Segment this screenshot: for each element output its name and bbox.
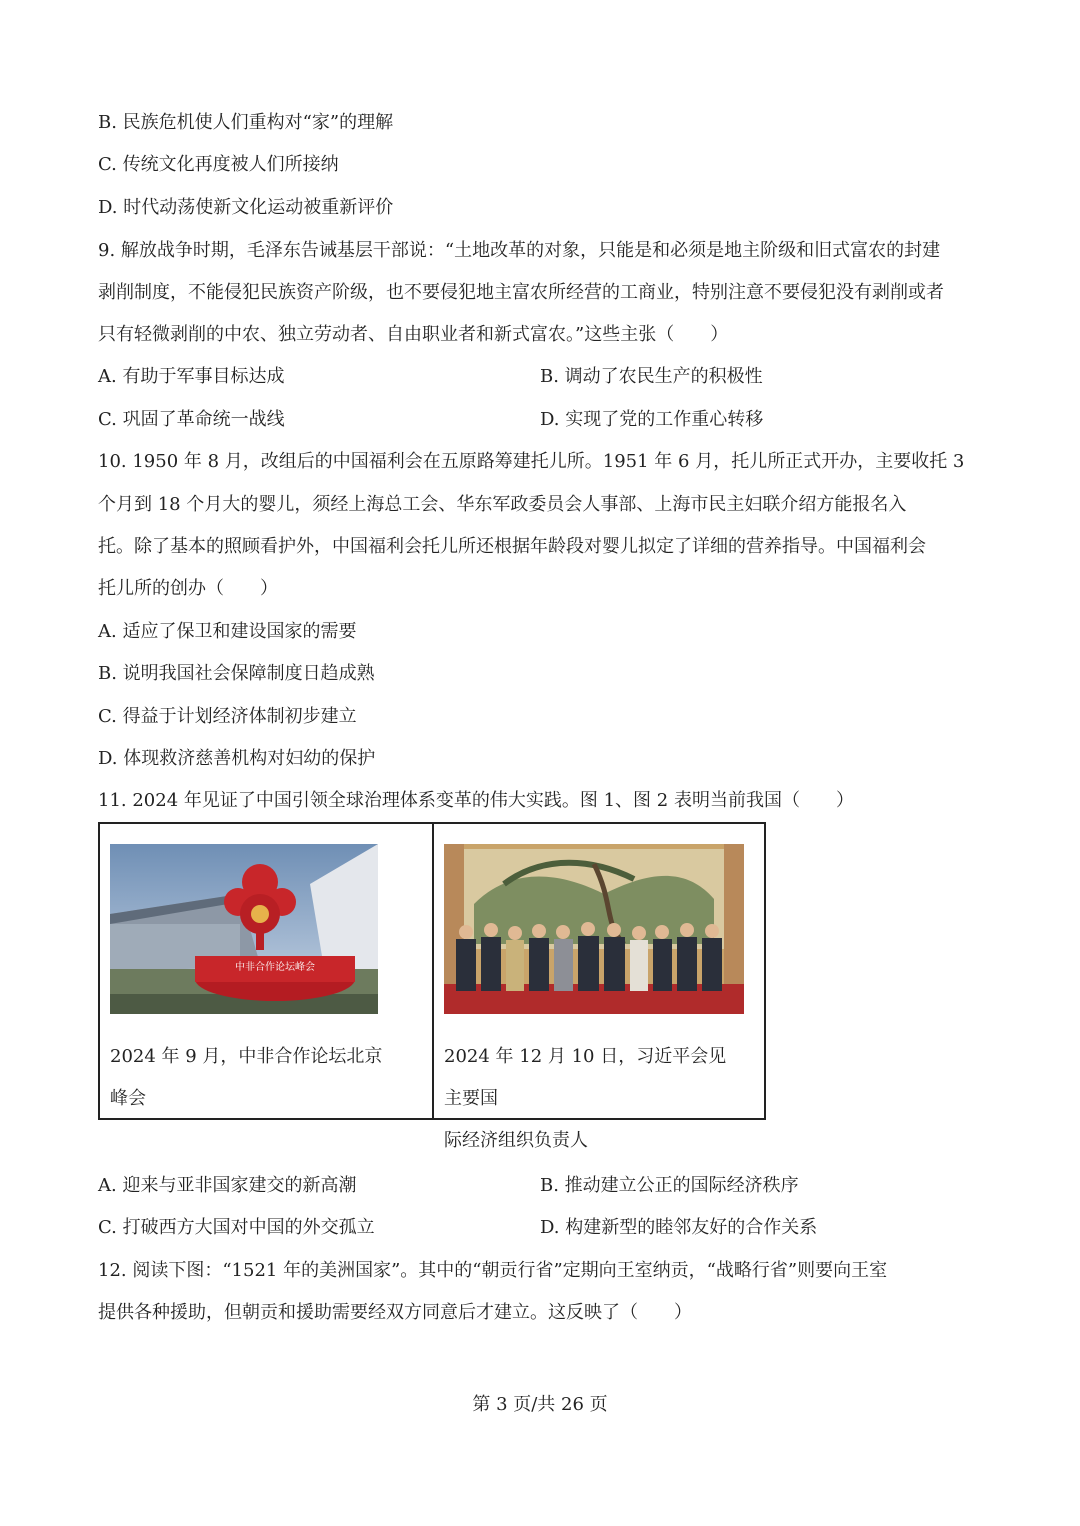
q8-option-b: B. 民族危机使人们重构对“家”的理解 <box>98 112 394 133</box>
q9-option-a: A. 有助于军事目标达成 <box>98 366 285 387</box>
q12-stem-line-2: 提供各种援助，但朝贡和援助需要经双方同意后才建立。这反映了（ ） <box>98 1302 692 1323</box>
figure-2-people <box>456 936 722 991</box>
figure-1-summit-photo <box>110 844 378 1014</box>
q9-stem-line-2: 剥削制度，不能侵犯民族资产阶级，也不要侵犯地主富农所经营的工商业，特别注意不要侵犯没有剥削或者 <box>98 282 944 303</box>
figure-1-caption-line-2: 峰会 <box>110 1088 146 1109</box>
figure-1-caption-line-1: 2024 年 9 月，中非合作论坛北京 <box>110 1046 383 1067</box>
q11-stem: 11. 2024 年见证了中国引领全球治理体系变革的伟大实践。图 1、图 2 表明当前我国（ ） <box>98 790 854 811</box>
q9-option-d: D. 实现了党的工作重心转移 <box>540 409 764 430</box>
q10-stem-line-2: 个月到 18 个月大的婴儿，须经上海总工会、华东军政委员会人事部、上海市民主妇联介绍方能报名入 <box>98 494 907 515</box>
page-number: 第 3 页/共 26 页 <box>472 1394 608 1415</box>
figure-2-meeting-photo <box>444 844 744 1014</box>
q8-option-c: C. 传统文化再度被人们所接纳 <box>98 154 339 175</box>
q9-stem-line-1: 9. 解放战争时期，毛泽东告诫基层干部说：“土地改革的对象，只能是和必须是地主阶级和旧式富农的封建 <box>98 240 941 261</box>
figure-1-photo <box>110 844 378 1014</box>
q10-option-c: C. 得益于计划经济体制初步建立 <box>98 706 357 727</box>
q11-option-d: D. 构建新型的睦邻友好的合作关系 <box>540 1217 818 1238</box>
q10-stem-line-3: 托。除了基本的照顾看护外，中国福利会托儿所还根据年龄段对婴儿拟定了详细的营养指导。中国福利会 <box>98 536 926 557</box>
q11-option-b: B. 推动建立公正的国际经济秩序 <box>540 1175 799 1196</box>
figure-2-photo <box>444 844 744 1014</box>
q10-option-d: D. 体现救济慈善机构对妇幼的保护 <box>98 748 376 769</box>
q10-option-b: B. 说明我国社会保障制度日趋成熟 <box>98 663 375 684</box>
figure-2-caption <box>444 1036 744 1162</box>
q11-option-c: C. 打破西方大国对中国的外交孤立 <box>98 1217 375 1238</box>
figure-2-caption-line-1: 2024 年 12 月 10 日，习近平会见主要国 <box>444 1046 727 1109</box>
figure-1-cell <box>100 824 432 1118</box>
q10-stem-line-1: 10. 1950 年 8 月，改组后的中国福利会在五原路筹建托儿所。1951 年 6 月，托儿所正式开办，主要收托 3 <box>98 451 965 472</box>
q9-option-c: C. 巩固了革命统一战线 <box>98 409 285 430</box>
q11-option-a: A. 迎来与亚非国家建交的新高潮 <box>98 1175 357 1196</box>
q9-stem-line-3: 只有轻微剥削的中农、独立劳动者、自由职业者和新式富农。”这些主张（ ） <box>98 324 729 345</box>
q9-option-b: B. 调动了农民生产的积极性 <box>540 366 763 387</box>
q10-option-a: A. 适应了保卫和建设国家的需要 <box>98 621 357 642</box>
q8-option-d: D. 时代动荡使新文化运动被重新评价 <box>98 197 394 218</box>
figure-2-caption-line-2: 际经济组织负责人 <box>444 1130 588 1151</box>
figure-2-cell <box>432 824 764 1151</box>
figure-1-caption <box>110 1036 410 1120</box>
q10-stem-line-4: 托儿所的创办（ ） <box>98 578 278 599</box>
q11-figure-table <box>98 822 766 1151</box>
q12-stem-line-1: 12. 阅读下图：“1521 年的美洲国家”。其中的“朝贡行省”定期向王室纳贡，“战略行省”则要向王室 <box>98 1260 888 1281</box>
figure-1-sign-text: 中非合作论坛峰会 <box>235 962 315 973</box>
